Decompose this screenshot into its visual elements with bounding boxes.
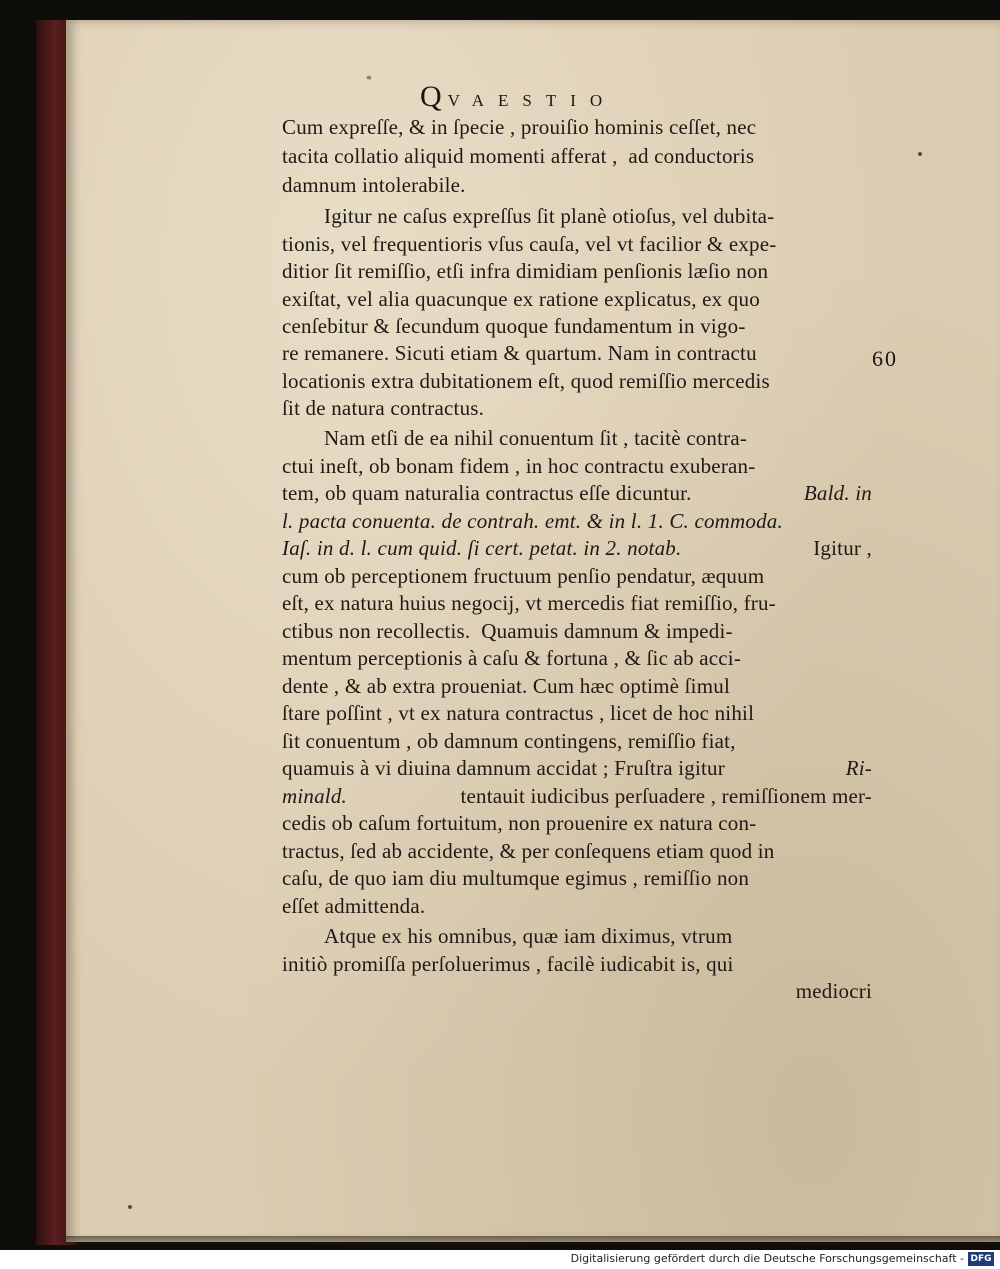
text-line: quamuis à vi diuina damnum accidat ; Fruſtra igitur Ri- [282,756,872,780]
text-line: Atque ex his omnibus, quæ iam diximus, vtrum [324,924,733,948]
text-line: ſit conuentum , ob damnum contingens, remiſſio fiat, [282,729,736,753]
page-shadow [66,1236,1000,1246]
text-line: cum ob perceptionem fructuum penſio pendatur, æquum [282,564,765,588]
text-line: re remanere. Sicuti etiam & quartum. Nam in contractu [282,341,757,365]
text-line: tem, ob quam naturalia contractus eſſe dicuntur. Bald. in [282,481,872,505]
text-line: cenſebitur & ſecundum quoque fundamentum in vigo- [282,314,746,338]
text-line: locationis extra dubitationem eſt, quod remiſſio mercedis [282,369,770,393]
text-line: initiò promiſſa perſoluerimus , facilè iudicabit is, qui [282,952,734,976]
text-line: damnum intolerabile. [282,173,466,197]
footer-bar [0,1250,1000,1269]
page-number: 60 [872,346,898,371]
funding-credit: Digitalisierung gefördert durch die Deutsche Forschungsgemeinschaft - [570,1252,964,1265]
catchword: mediocri [795,979,872,1003]
text-line: ctibus non recollectis. Quamuis damnum & impedi- [282,619,733,643]
text-line: ditior ſit remiſſio, etſi infra dimidiam penſionis læſio non [282,259,769,283]
text-line: ctui ineſt, ob bonam fidem , in hoc contractu exuberan- [282,454,756,478]
text-line: mentum perceptionis à caſu & fortuna , & ſic ab acci- [282,646,742,670]
running-head-initial: Q [420,80,442,113]
text-line: Iaſ. in d. l. cum quid. ſi cert. petat. in 2. notab. Igitur , [282,536,872,560]
text-line: Cum expreſſe, & in ſpecie , prouiſio hominis ceſſet, nec [282,115,757,139]
text-line: eſſet admittenda. [282,894,426,918]
text-line: minald. tentauit iudicibus perſuadere , remiſſionem mer- [282,784,872,808]
text-line: exiſtat, vel alia quacunque ex ratione explicatus, ex quo [282,287,760,311]
dfg-logo: DFG [968,1252,994,1266]
text-line: tacita collatio aliquid momenti afferat , ad conductoris [282,144,755,168]
running-head-rest: VAESTIO [447,91,617,110]
text-line: cedis ob caſum fortuitum, non prouenire ex natura con- [282,811,757,835]
text-line: dente , & ab extra proueniat. Cum hæc optimè ſimul [282,674,730,698]
text-line: ſit de natura contractus. [282,396,485,420]
text-line: l. pacta conuenta. de contrah. emt. & in l. 1. C. commoda. [282,509,783,533]
text-line: Igitur ne caſus expreſſus ſit planè otioſus, vel dubita- [324,204,775,228]
text-line: eſt, ex natura huius negocij, vt mercedis fiat remiſſio, fru- [282,591,776,615]
signature-mark: * [366,72,372,86]
text-line: tionis, vel frequentioris vſus cauſa, vel vt facilior & expe- [282,232,777,256]
paper-speck [918,152,922,156]
paper-speck [128,1205,132,1209]
text-line: ſtare poſſint , vt ex natura contractus , licet de hoc nihil [282,701,755,725]
text-line: Nam etſi de ea nihil conuentum ſit , tacitè contra- [324,426,748,450]
text-line: caſu, de quo iam diu multumque egimus , remiſſio non [282,866,750,890]
text-line: tractus, ſed ab accidente, & per conſequens etiam quod in [282,839,775,863]
running-head [420,80,720,116]
